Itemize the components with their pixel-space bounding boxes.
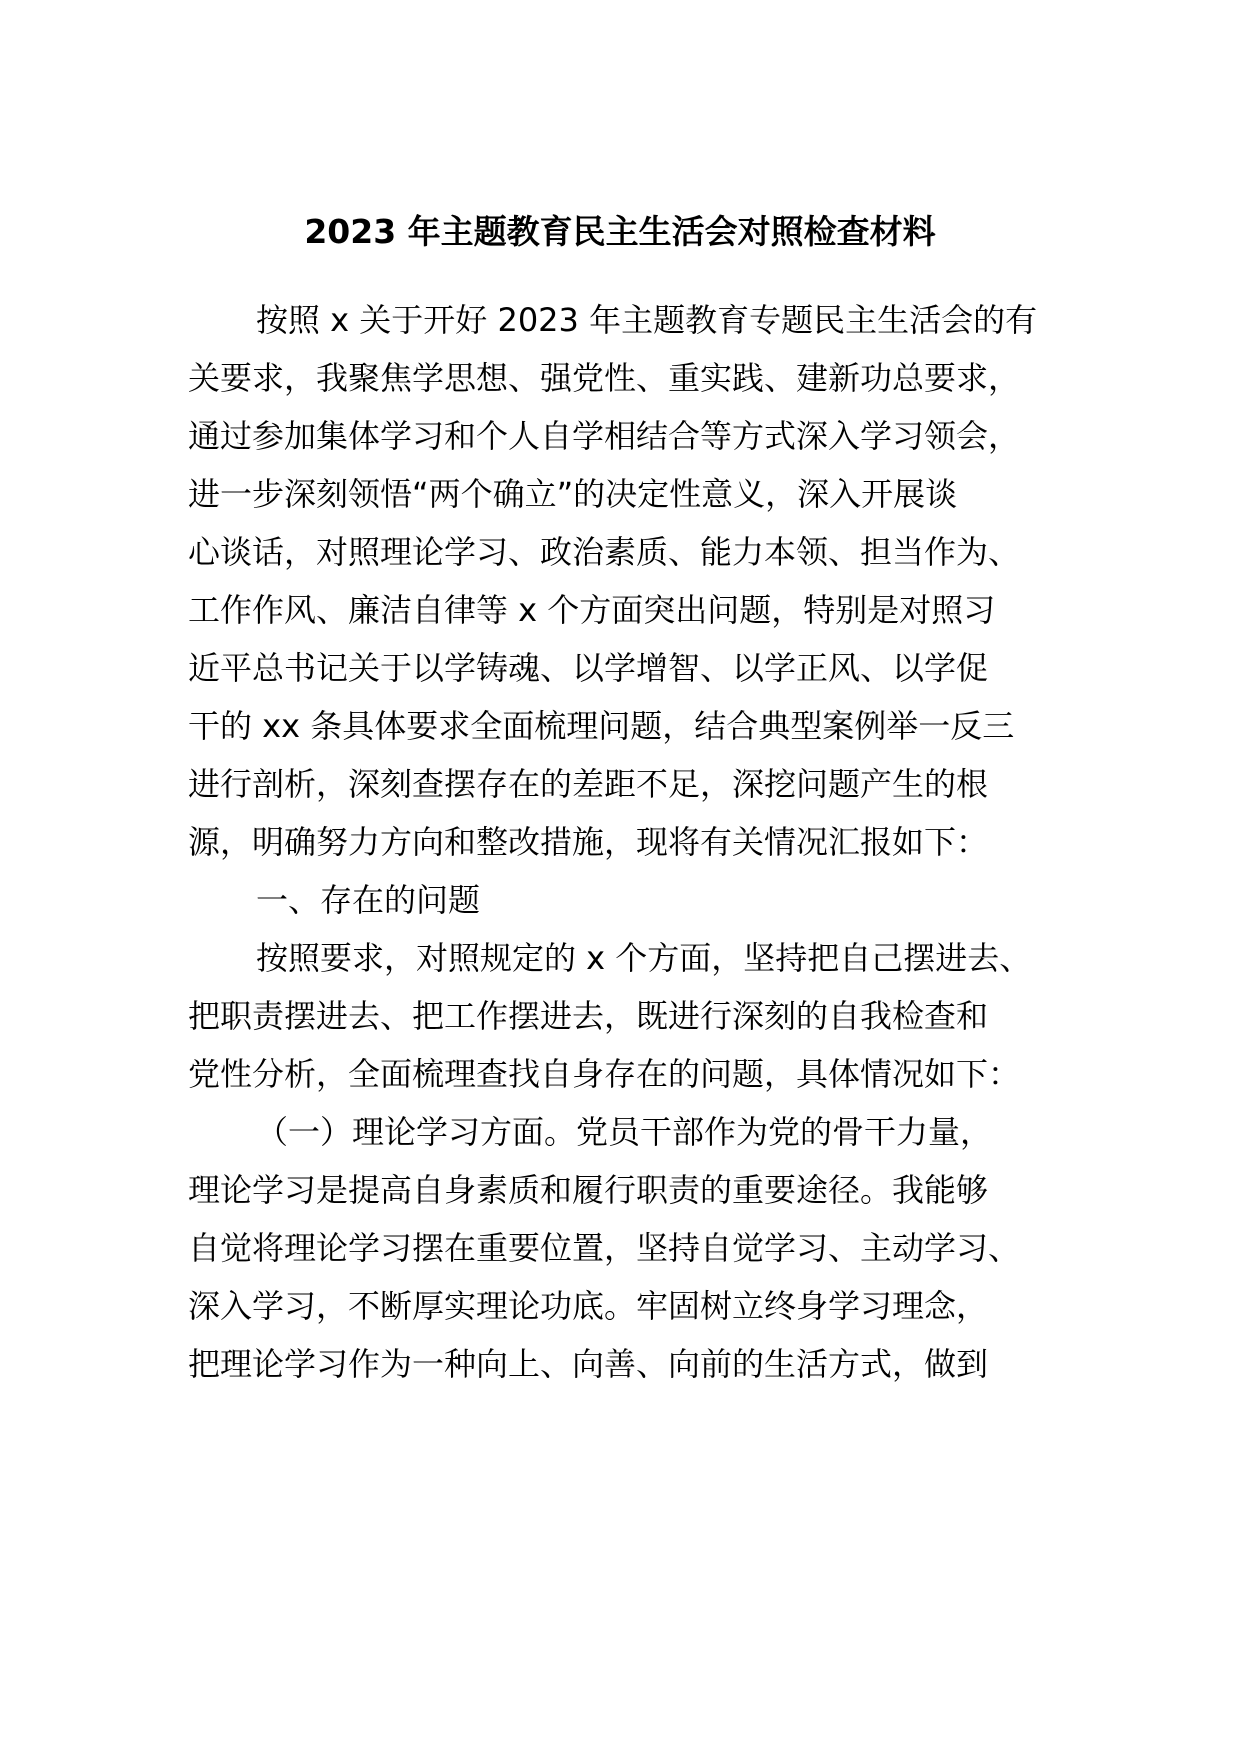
document-title: 2023 年主题教育民主生活会对照检查材料: [304, 212, 936, 251]
body-line: 按照 x 关于开好 2023 年主题教育专题民主生活会的有: [256, 301, 1038, 339]
body-line: 进一步深刻领悟“两个确立”的决定性意义，深入开展谈: [188, 475, 958, 513]
body-line: 源，明确努力方向和整改措施，现将有关情况汇报如下：: [188, 823, 989, 861]
body-line: 进行剖析，深刻查摆存在的差距不足，深挖问题产生的根: [188, 765, 989, 803]
body-line: 近平总书记关于以学铸魂、以学增智、以学正风、以学促: [188, 649, 989, 687]
body-line: 把职责摆进去、把工作摆进去，既进行深刻的自我检查和: [188, 997, 989, 1035]
body-line: 理论学习是提高自身素质和履行职责的重要途径。我能够: [188, 1171, 989, 1209]
body-line: 深入学习，不断厚实理论功底。牢固树立终身学习理念，: [188, 1287, 989, 1325]
subsection-line: （一）理论学习方面。党员干部作为党的骨干力量，: [256, 1113, 993, 1151]
body-line: 自觉将理论学习摆在重要位置，坚持自觉学习、主动学习、: [188, 1229, 1021, 1267]
body-line: 党性分析，全面梳理查找自身存在的问题，具体情况如下：: [188, 1055, 1021, 1093]
body-line: 关要求，我聚焦学思想、强党性、重实践、建新功总要求，: [188, 359, 1021, 397]
body-line: 把理论学习作为一种向上、向善、向前的生活方式，做到: [188, 1345, 989, 1383]
body-line: 通过参加集体学习和个人自学相结合等方式深入学习领会，: [188, 417, 1021, 455]
body-line: 心谈话，对照理论学习、政治素质、能力本领、担当作为、: [188, 533, 1021, 571]
body-line: 按照要求，对照规定的 x 个方面，坚持把自己摆进去、: [256, 939, 1032, 977]
body-line: 工作作风、廉洁自律等 x 个方面突出问题，特别是对照习: [188, 591, 996, 629]
body-line: 干的 xx 条具体要求全面梳理问题，结合典型案例举一反三: [188, 707, 1015, 745]
section-heading: 一、存在的问题: [256, 881, 481, 919]
